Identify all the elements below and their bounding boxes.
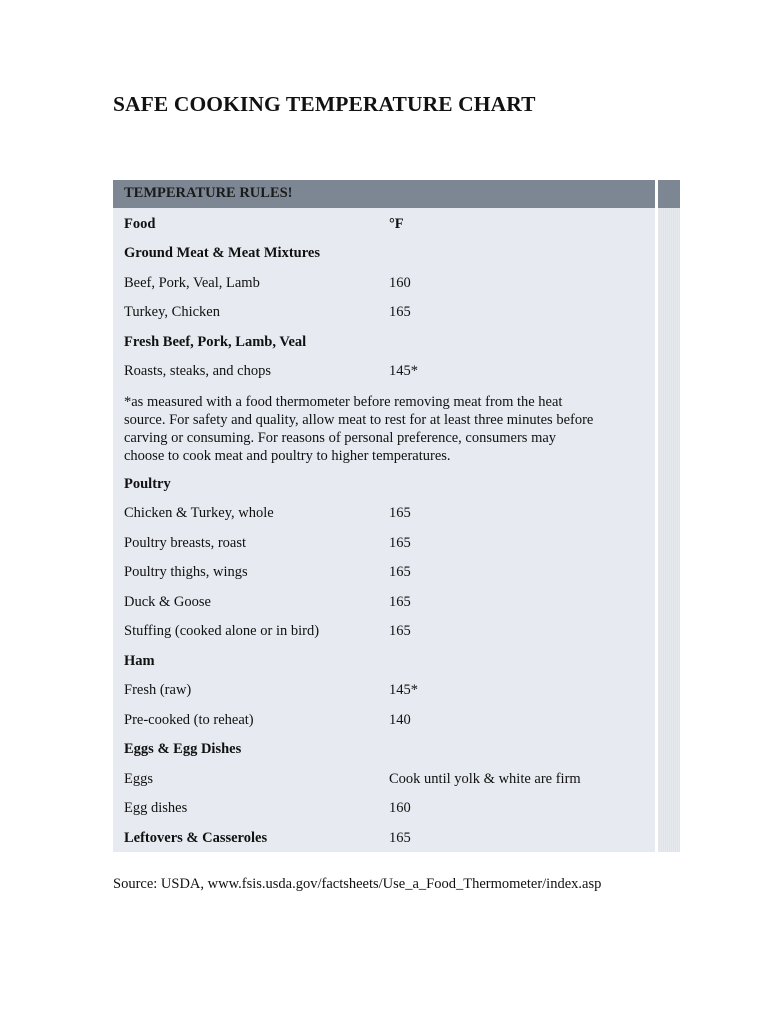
section-heading-ham: Ham	[124, 653, 155, 669]
column-header-food: Food	[124, 216, 156, 232]
table-row-food: Pre-cooked (to reheat)	[124, 712, 254, 728]
table-row-temp: Cook until yolk & white are firm	[389, 771, 581, 787]
table-row-food: Egg dishes	[124, 800, 188, 816]
table-row-temp: 165	[389, 594, 411, 610]
section-heading-fresh: Fresh Beef, Pork, Lamb, Veal	[124, 334, 307, 350]
table-row-food: Fresh (raw)	[124, 682, 192, 698]
table-row-food: Poultry thighs, wings	[124, 564, 248, 580]
table-row-temp: 160	[389, 800, 411, 816]
table-row-temp: 140	[389, 712, 411, 728]
table-row-temp: 165	[389, 564, 411, 580]
section-heading-ground: Ground Meat & Meat Mixtures	[124, 245, 320, 261]
table-row-food: Chicken & Turkey, whole	[124, 505, 274, 521]
side-strip	[658, 180, 680, 852]
page-title: SAFE COOKING TEMPERATURE CHART	[113, 92, 536, 116]
source-citation: Source: USDA, www.fsis.usda.gov/factsheets/Use_a_Food_Thermometer/index.asp	[113, 876, 602, 892]
table-row-temp: 165	[389, 830, 411, 846]
table-row-food: Roasts, steaks, and chops	[124, 363, 271, 379]
column-header-temp: °F	[389, 216, 404, 232]
section-heading-leftovers: Leftovers & Casseroles	[124, 830, 268, 846]
table-header-bar	[113, 180, 655, 208]
footnote: *as measured with a food thermometer before removing meat from the heat source. For safety and quality, allow meat to rest for at least three minutes before carving or consuming. For reasons of personal preference, consumers may choose to cook meat and poultry to higher temperatures.	[124, 394, 594, 464]
table-row-temp: 165	[389, 623, 411, 639]
table-row-temp: 165	[389, 535, 411, 551]
table-row-food: Poultry breasts, roast	[124, 535, 247, 551]
table-row-food: Duck & Goose	[124, 594, 211, 610]
table-row-food: Beef, Pork, Veal, Lamb	[124, 275, 260, 291]
side-strip-header	[658, 180, 680, 208]
table-row-food: Turkey, Chicken	[124, 304, 220, 320]
section-heading-poultry: Poultry	[124, 476, 171, 492]
table-header: TEMPERATURE RULES!	[124, 185, 293, 201]
table-row-temp: 145*	[389, 363, 418, 379]
table-row-food: Eggs	[124, 771, 153, 787]
table-row-temp: 165	[389, 304, 411, 320]
table-row-food: Stuffing (cooked alone or in bird)	[124, 623, 320, 639]
table-row-temp: 165	[389, 505, 411, 521]
temperature-table	[113, 180, 680, 852]
table-row-temp: 145*	[389, 682, 418, 698]
table-row-temp: 160	[389, 275, 411, 291]
section-heading-eggs: Eggs & Egg Dishes	[124, 741, 242, 757]
